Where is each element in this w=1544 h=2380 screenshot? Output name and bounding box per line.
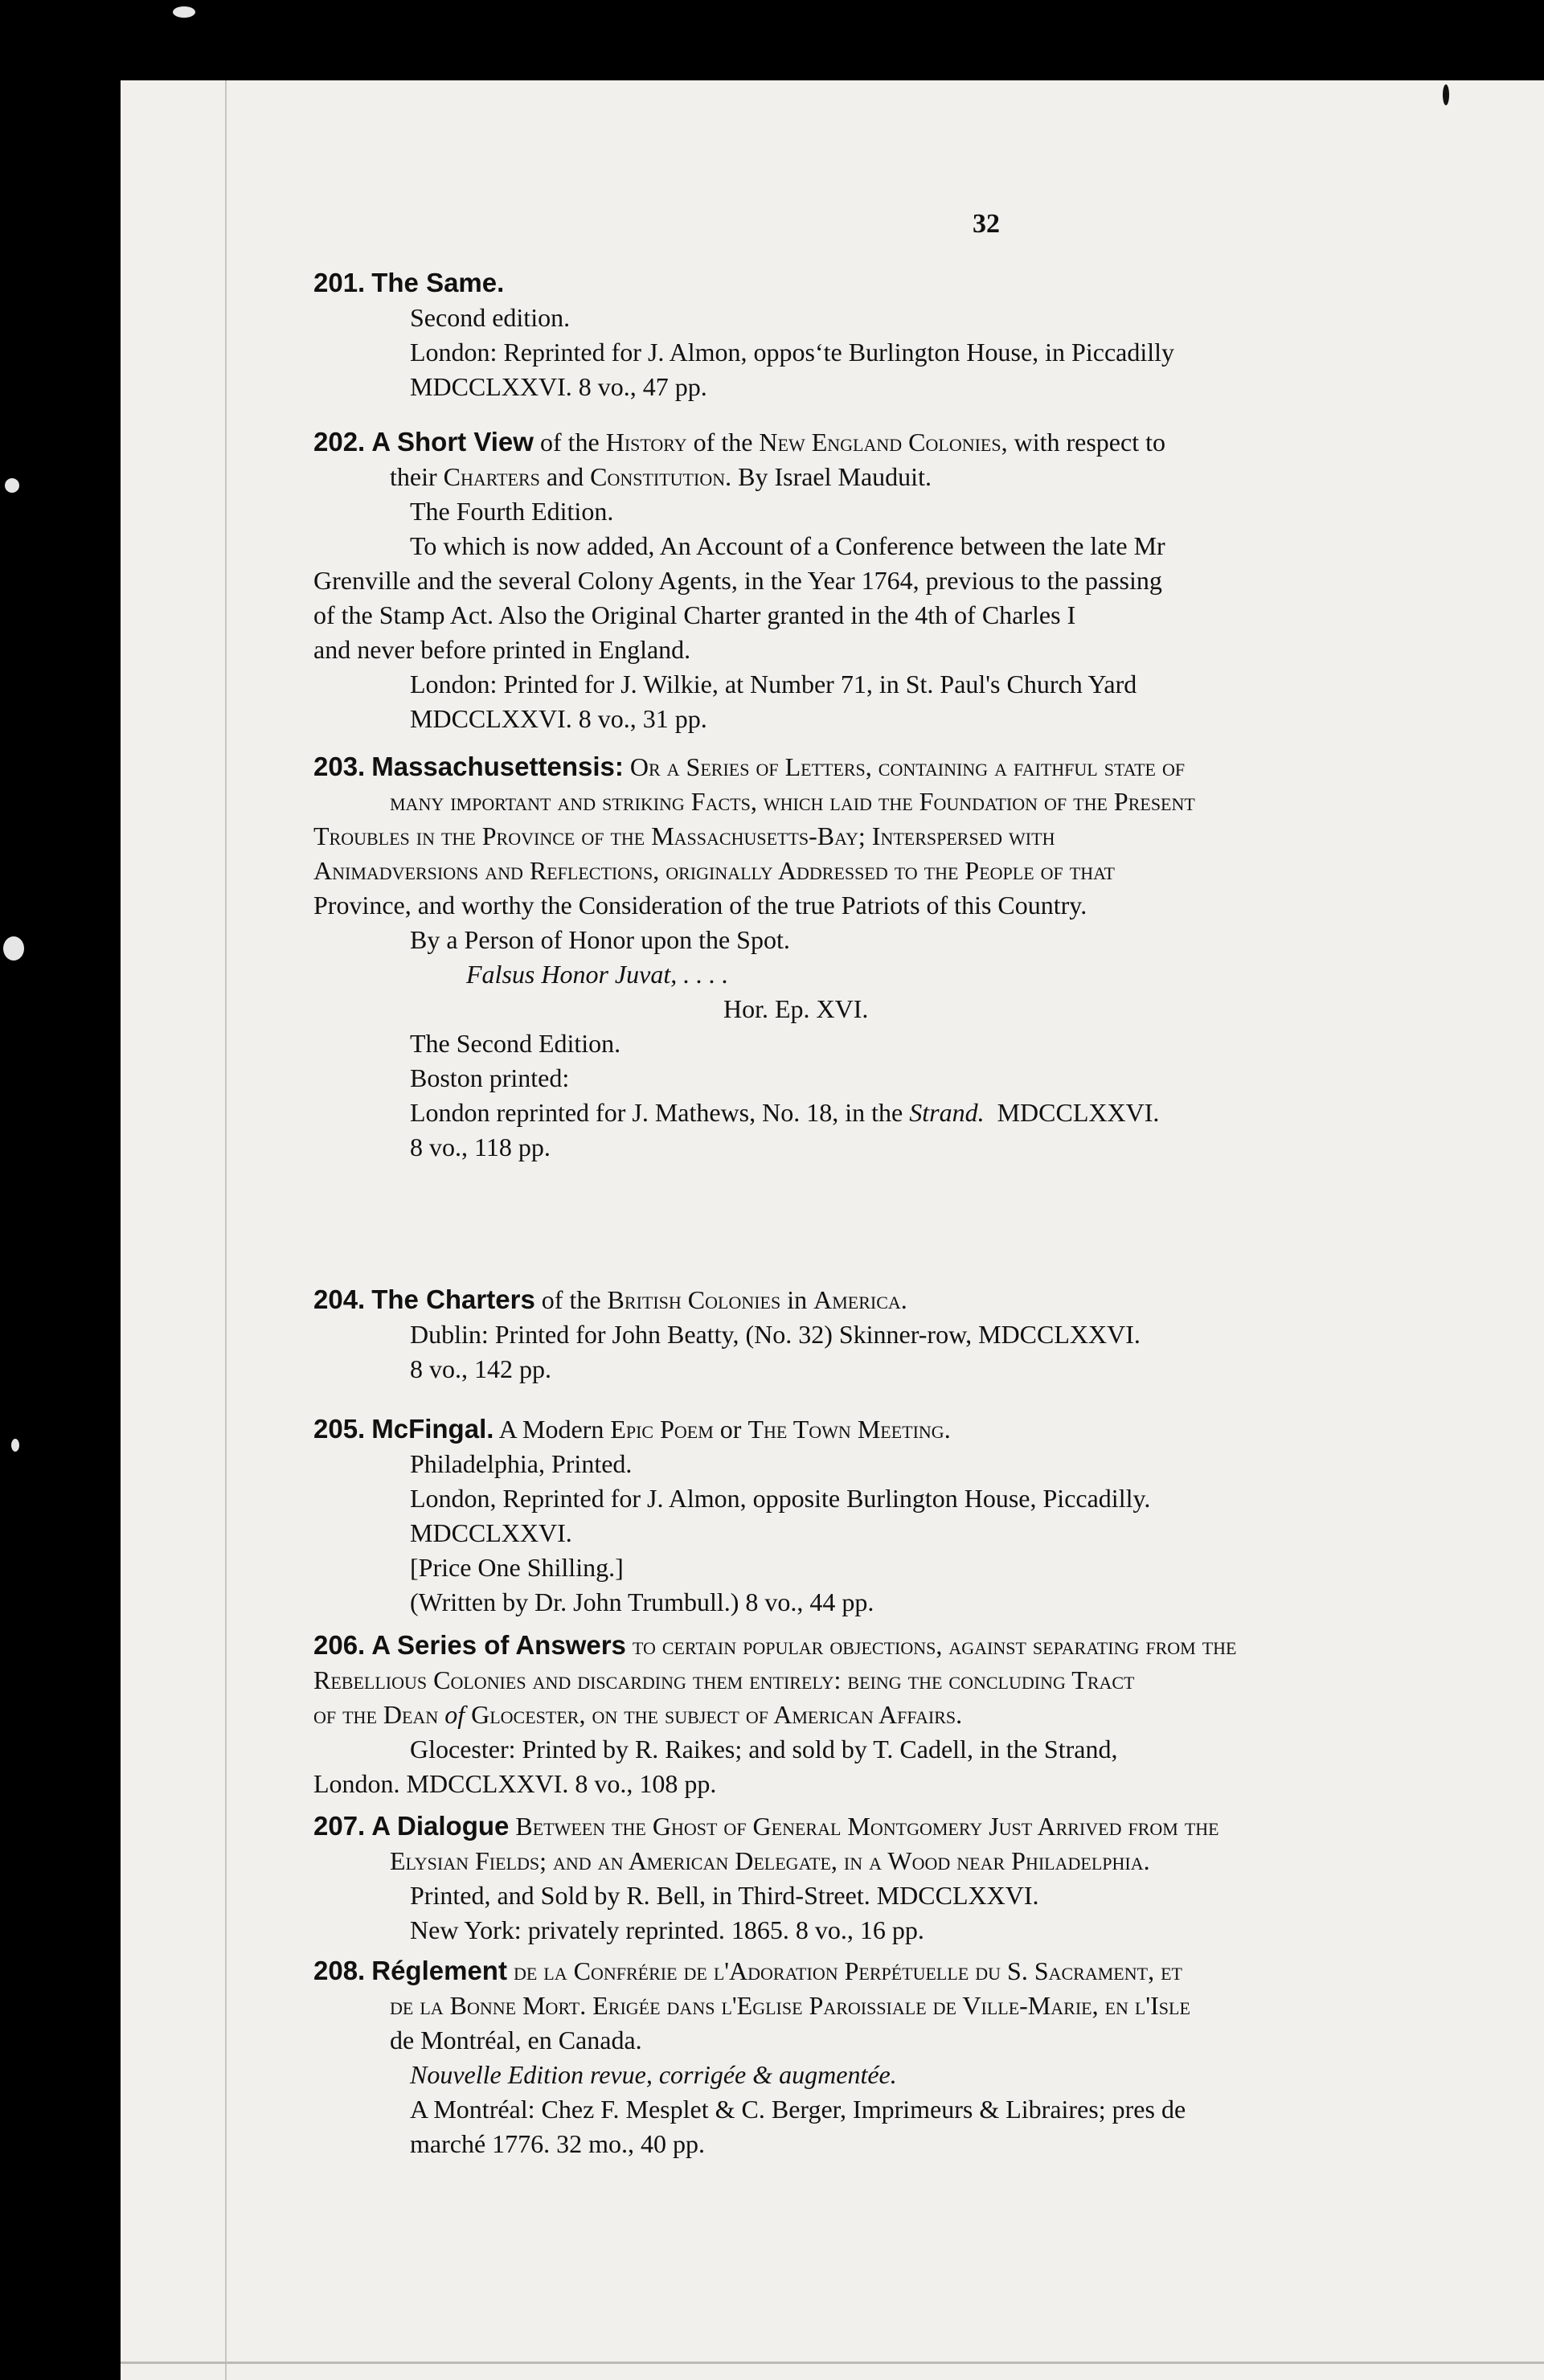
entry-line: Boston printed: xyxy=(410,1063,570,1092)
entry-text: Charters xyxy=(443,462,540,491)
entry-line: London: Reprinted for J. Almon, oppos‘te Burlington House, in Piccadilly xyxy=(410,338,1175,367)
entry-text: or xyxy=(719,1415,742,1444)
entry-number: 201. xyxy=(313,268,366,297)
entry-line: Dublin: Printed for John Beatty, (No. 32) Skinner-row, MDCCLXXVI. xyxy=(410,1320,1141,1349)
entry-text: America. xyxy=(813,1285,907,1314)
entry-line: The Second Edition. xyxy=(410,1029,621,1058)
entry-line: To which is now added, An Account of a Conference between the late Mr xyxy=(410,531,1165,560)
entry-motto-source: Hor. Ep. XVI. xyxy=(723,994,869,1023)
entry-text: of the xyxy=(693,428,753,457)
entry-heading xyxy=(313,1953,1544,1989)
entry-text: The Town Meeting. xyxy=(747,1415,951,1444)
entry-line: A Montréal: Chez F. Mesplet & C. Berger, Imprimeurs & Libraires; pres de xyxy=(410,2095,1186,2124)
entry-title: A Short View xyxy=(371,427,534,457)
entry-text: and xyxy=(546,462,584,491)
entry-title: The Charters xyxy=(371,1284,535,1314)
entry-line: de la Bonne Mort. Erigée dans l'Eglise Paroissiale de Ville-Marie, en l'Isle xyxy=(390,1991,1190,2020)
entry-title: A Dialogue xyxy=(371,1811,510,1841)
entry-text: A Modern xyxy=(498,1415,604,1444)
entry-line: Rebellious Colonies and discarding them entirely: being the concluding Tract xyxy=(313,1665,1135,1694)
entry-text: Constitution. xyxy=(590,462,732,491)
entry-line: The Fourth Edition. xyxy=(410,497,614,526)
entry-204 xyxy=(313,1282,1544,1387)
entry-heading xyxy=(313,1809,1544,1844)
entry-heading xyxy=(313,1411,1544,1447)
entry-line: many important and striking Facts, which laid the Foundation of the Present xyxy=(390,787,1195,816)
entry-205 xyxy=(313,1411,1544,1620)
entry-text: to certain popular objections, against separating from the xyxy=(632,1631,1237,1660)
entry-number: 208. xyxy=(313,1956,366,1985)
entry-text: of the xyxy=(541,1285,601,1314)
entry-text: in xyxy=(787,1285,808,1314)
entry-line: of the Stamp Act. Also the Original Charter granted in the 4th of Charles I xyxy=(313,600,1076,629)
entry-text: Epic Poem xyxy=(610,1415,714,1444)
entry-line: and never before printed in England. xyxy=(313,635,691,664)
entry-line: [Price One Shilling.] xyxy=(410,1553,624,1582)
entry-line: Elysian Fields; and an American Delegate, in a Wood near Philadelphia. xyxy=(390,1846,1150,1875)
entry-text: Glocester, on the subject of American Affairs. xyxy=(471,1700,963,1729)
scan-speck xyxy=(1443,84,1449,105)
entry-text: Or a Series of Letters, containing a faithful state of xyxy=(629,752,1186,781)
entry-title: Massachusettensis: xyxy=(371,752,624,781)
entry-heading xyxy=(313,749,1544,784)
entry-line xyxy=(313,1698,1544,1732)
entry-line: Printed, and Sold by R. Bell, in Third-Street. MDCCLXXVI. xyxy=(410,1881,1039,1910)
entry-line: Philadelphia, Printed. xyxy=(410,1449,633,1478)
entry-number: 204. xyxy=(313,1284,366,1314)
entry-heading xyxy=(313,1628,1544,1663)
entry-heading xyxy=(313,424,1544,460)
entry-text: British Colonies xyxy=(607,1285,781,1314)
entry-line: Glocester: Printed by R. Raikes; and sold by T. Cadell, in the Strand, xyxy=(410,1735,1118,1763)
entry-line: marché 1776. 32 mo., 40 pp. xyxy=(410,2129,706,2158)
entry-line: 8 vo., 118 pp. xyxy=(410,1133,551,1161)
entry-207 xyxy=(313,1809,1544,1948)
entry-202 xyxy=(313,424,1544,736)
scan-speck xyxy=(173,6,195,18)
entry-number: 203. xyxy=(313,752,366,781)
entry-text: By Israel Mauduit. xyxy=(738,462,932,491)
entry-line: London. MDCCLXXVI. 8 vo., 108 pp. xyxy=(313,1769,717,1798)
entry-203 xyxy=(313,749,1544,1165)
entry-line xyxy=(313,460,1544,494)
entry-line xyxy=(313,1096,1544,1130)
entry-line: (Written by Dr. John Trumbull.) 8 vo., 44 pp. xyxy=(410,1587,874,1616)
entry-line: Second edition. xyxy=(410,303,571,332)
entry-line: Troubles in the Province of the Massachusetts-Bay; Interspersed with xyxy=(313,821,1055,850)
entry-number: 207. xyxy=(313,1811,366,1841)
entry-heading xyxy=(313,1282,1544,1317)
entry-line: New York: privately reprinted. 1865. 8 vo., 16 pp. xyxy=(410,1915,924,1944)
scan-speck xyxy=(5,478,19,493)
entry-text: London reprinted for J. Mathews, No. 18, in the xyxy=(410,1098,903,1127)
entry-line: MDCCLXXVI. 8 vo., 47 pp. xyxy=(410,372,707,401)
entry-title: Réglement xyxy=(371,1956,507,1985)
entry-text: of the Dean xyxy=(313,1700,439,1729)
scan-speck xyxy=(11,1439,19,1452)
entry-206 xyxy=(313,1628,1544,1801)
entry-title: A Series of Answers xyxy=(371,1630,626,1660)
entry-text: with respect to xyxy=(1014,428,1165,457)
entry-title: McFingal. xyxy=(371,1414,494,1444)
entry-text: MDCCLXXVI. xyxy=(997,1098,1160,1127)
entry-number: 205. xyxy=(313,1414,366,1444)
entry-text: Strand. xyxy=(909,1098,985,1127)
entry-208 xyxy=(313,1953,1544,2161)
entry-text: History xyxy=(605,428,687,457)
entry-line: London, Reprinted for J. Almon, opposite Burlington House, Piccadilly. xyxy=(410,1484,1151,1513)
entry-line: MDCCLXXVI. 8 vo., 31 pp. xyxy=(410,704,707,733)
entry-line: Animadversions and Reflections, originally Addressed to the People of that xyxy=(313,856,1115,885)
entry-number: 202. xyxy=(313,427,366,457)
page-bottom-edge xyxy=(121,2362,1544,2364)
entry-number: 206. xyxy=(313,1630,366,1660)
page-number: 32 xyxy=(973,209,1000,239)
entry-text: Between the Ghost of General Montgomery Just Arrived from the xyxy=(515,1812,1219,1841)
entry-line: Nouvelle Edition revue, corrigée & augmentée. xyxy=(410,2060,897,2089)
entry-text: New England Colonies, xyxy=(759,428,1008,457)
entry-line: de Montréal, en Canada. xyxy=(390,2026,642,2054)
entry-heading xyxy=(313,265,1544,301)
entry-line: Grenville and the several Colony Agents, in the Year 1764, previous to the passing xyxy=(313,566,1162,595)
entry-line: 8 vo., 142 pp. xyxy=(410,1354,551,1383)
page-gutter-edge xyxy=(225,80,227,2380)
entry-text: de la Confrérie de l'Adoration Perpétuelle du S. Sacrament, et xyxy=(513,1956,1182,1985)
entry-text: of the xyxy=(539,428,600,457)
entry-text: of xyxy=(444,1700,465,1729)
entry-motto: Falsus Honor Juvat, . . . . xyxy=(466,960,729,989)
entry-text: their xyxy=(390,462,437,491)
entry-line: MDCCLXXVI. xyxy=(410,1518,572,1547)
scan-speck xyxy=(3,936,24,961)
entry-201 xyxy=(313,265,1544,404)
entry-line: By a Person of Honor upon the Spot. xyxy=(410,925,790,954)
entry-line: Province, and worthy the Consideration of the true Patriots of this Country. xyxy=(313,891,1087,920)
entry-line: London: Printed for J. Wilkie, at Number 71, in St. Paul's Church Yard xyxy=(410,670,1137,698)
entry-title: The Same. xyxy=(371,268,505,297)
